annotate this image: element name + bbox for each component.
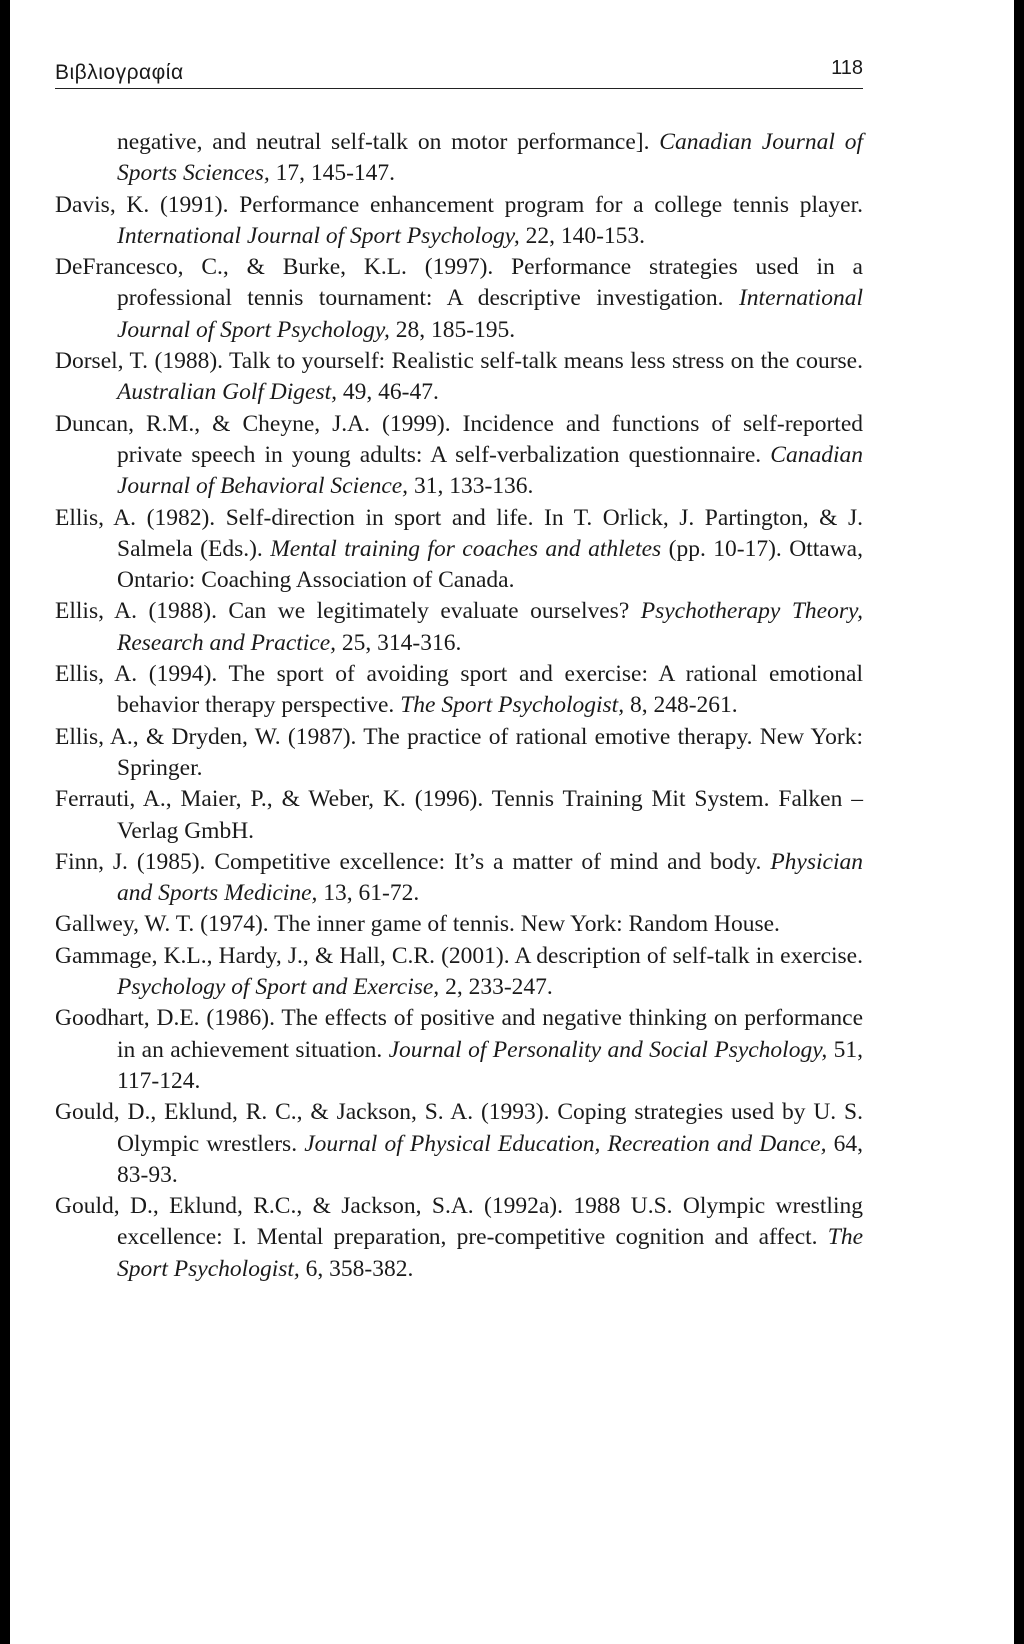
reference-entry — [55, 722, 863, 785]
document-page — [10, 0, 1014, 1644]
reference-entry — [55, 596, 863, 659]
reference-text: 25, 314-316. — [336, 629, 462, 656]
reference-entry — [55, 346, 863, 409]
reference-entry — [55, 1097, 863, 1191]
reference-source-title: Canadian Journal of Behavioral Science, — [117, 441, 863, 500]
reference-source-title: International Journal of Sport Psychology, — [117, 285, 863, 343]
reference-text: 17, 145-147. — [269, 160, 396, 187]
reference-text: Gould, D., Eklund, R.C., & Jackson, S.A. (1992a). 1988 U.S. Olympic wrestling excellence: I. Mental preparation, pre-competitive cognition and affect. — [55, 1193, 863, 1251]
reference-source-title: Mental training for coaches and athletes — [270, 535, 662, 562]
reference-entry — [55, 409, 863, 503]
reference-text: 8, 248-261. — [624, 692, 738, 719]
reference-text: 13, 61-72. — [317, 880, 420, 907]
reference-entry — [55, 941, 863, 1004]
reference-source-title: The Sport Psychologist, — [400, 692, 625, 719]
reference-text: Ferrauti, A., Maier, P., & Weber, K. (1996). Tennis Training Mit System. Falken – Verlag GmbH. — [55, 786, 863, 844]
reference-source-title: Physician and Sports Medicine, — [117, 848, 863, 907]
reference-entry — [55, 659, 863, 722]
reference-text: 6, 358-382. — [299, 1255, 414, 1282]
reference-text: 49, 46-47. — [337, 379, 439, 406]
reference-text: Davis, K. (1991). Performance enhancement program for a college tennis player. — [55, 191, 863, 218]
reference-entry — [55, 127, 863, 190]
reference-source-title: Australian Golf Digest, — [117, 379, 337, 406]
reference-text: 22, 140-153. — [519, 222, 646, 249]
reference-source-title: Journal of Physical Education, Recreation and Dance, — [304, 1130, 827, 1157]
reference-text: DeFrancesco, C., & Burke, K.L. (1997). Performance strategies used in a professional tennis tournament: A descriptive investigation. — [55, 254, 863, 312]
reference-entry — [55, 784, 863, 847]
reference-source-title: Canadian Journal of Sports Sciences, — [117, 129, 863, 187]
reference-text: Ellis, A. (1988). Can we legitimately evaluate ourselves? — [55, 598, 641, 625]
page-number: 118 — [831, 57, 863, 79]
reference-entry — [55, 1191, 863, 1285]
reference-entry — [55, 847, 863, 910]
reference-text: 2, 233-247. — [439, 974, 553, 1001]
reference-source-title: The Sport Psychologist, — [117, 1224, 863, 1282]
reference-text: 31, 133-136. — [408, 473, 534, 500]
reference-text: Ellis, A. (1982). Self-direction in sport and life. In T. Orlick, J. Partington, & J. Salmela (Eds.). — [55, 504, 863, 562]
reference-text: Ellis, A., & Dryden, W. (1987). The practice of rational emotive therapy. New York: Springer. — [55, 723, 863, 781]
reference-text: Gammage, K.L., Hardy, J., & Hall, C.R. (2001). A description of self-talk in exercise. — [55, 942, 863, 969]
reference-entry — [55, 503, 863, 597]
reference-source-title: Psychotherapy Theory, Research and Practice, — [117, 598, 863, 656]
reference-source-title: International Journal of Sport Psychology, — [117, 222, 520, 249]
reference-entry — [55, 1003, 863, 1097]
section-title: Βιβλιογραφία — [55, 61, 184, 84]
reference-entry — [55, 909, 863, 940]
reference-text: Finn, J. (1985). Competitive excellence: It’s a matter of mind and body. — [55, 848, 771, 875]
reference-text: Ellis, A. (1994). The sport of avoiding sport and exercise: A rational emotional behavior therapy perspective. — [55, 661, 863, 719]
reference-text: 64, 83-93. — [117, 1130, 863, 1188]
reference-entry — [55, 190, 863, 253]
reference-text: Gould, D., Eklund, R. C., & Jackson, S. A. (1993). Coping strategies used by U. S. Olympic wrestlers. — [55, 1099, 863, 1157]
reference-text: Dorsel, T. (1988). Talk to yourself: Realistic self-talk means less stress on the course. — [55, 348, 863, 375]
reference-text: negative, and neutral self-talk on motor performance]. — [117, 129, 660, 155]
reference-text: (pp. 10-17). Ottawa, Ontario: Coaching Association of Canada. — [117, 535, 863, 594]
running-header — [55, 56, 863, 89]
reference-source-title: Psychology of Sport and Exercise, — [117, 974, 440, 1001]
reference-source-title: Journal of Personality and Social Psychology, — [388, 1036, 828, 1063]
reference-text: 28, 185-195. — [389, 316, 516, 343]
reference-entry — [55, 252, 863, 346]
reference-list — [55, 127, 863, 1285]
reference-text: Gallwey, W. T. (1974). The inner game of tennis. New York: Random House. — [55, 911, 780, 938]
reference-text: Duncan, R.M., & Cheyne, J.A. (1999). Incidence and functions of self-reported private speech in young adults: A self-verbalization questionnaire. — [55, 410, 863, 468]
reference-text: Goodhart, D.E. (1986). The effects of positive and negative thinking on performance in an achievement situation. — [55, 1005, 863, 1063]
reference-text: 51, 117-124. — [117, 1036, 863, 1094]
